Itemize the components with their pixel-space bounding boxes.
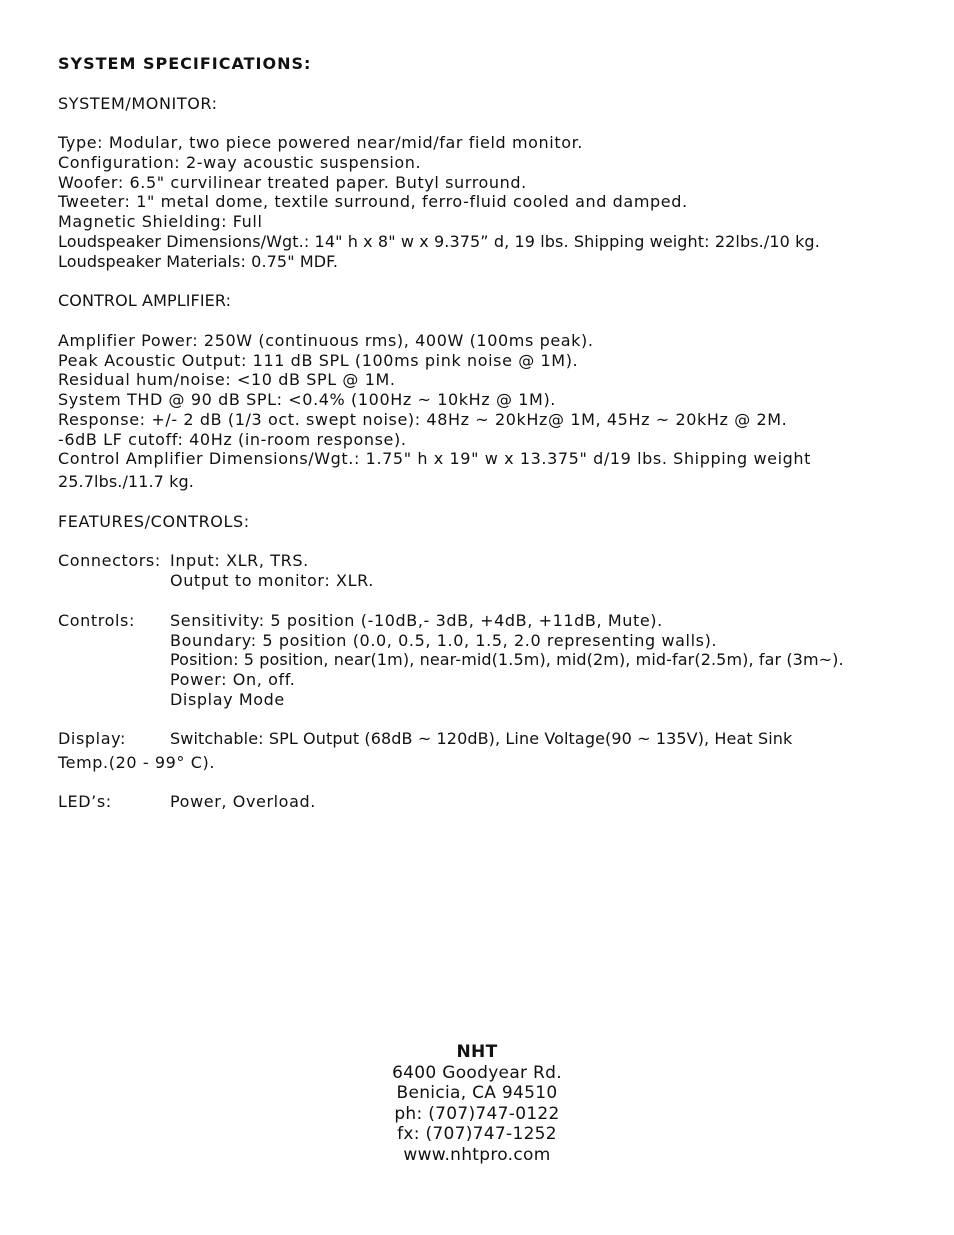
spec-woofer: Woofer: 6.5" curvilinear treated paper. Butyl surround. (58, 173, 527, 192)
company-address-block (0, 1042, 954, 1166)
connector-output: Output to monitor: XLR. (170, 571, 374, 590)
spec-magnetic-shielding: Magnetic Shielding: Full (58, 212, 263, 231)
spec-residual-hum: Residual hum/noise: <10 dB SPL @ 1M. (58, 370, 396, 389)
address-city: Benicia, CA 94510 (396, 1083, 558, 1104)
leds-value: Power, Overload. (170, 792, 316, 811)
display-switchable: Switchable: SPL Output (68dB ~ 120dB), Line Voltage(90 ~ 135V), Heat Sink (170, 729, 793, 748)
section-title-system-monitor: SYSTEM/MONITOR: (58, 94, 218, 113)
website-link[interactable]: www.nhtpro.com (403, 1144, 551, 1165)
company-name: NHT (456, 1042, 498, 1062)
spec-loudspeaker-materials: Loudspeaker Materials: 0.75" MDF. (58, 252, 339, 271)
control-sensitivity: Sensitivity: 5 position (-10dB,- 3dB, +4dB, +11dB, Mute). (170, 611, 663, 630)
spec-loudspeaker-dimensions: Loudspeaker Dimensions/Wgt.: 14" h x 8" w x 9.375” d, 19 lbs. Shipping weight: 22lbs./10 kg. (58, 232, 820, 251)
control-display-mode: Display Mode (170, 690, 285, 709)
address-street: 6400 Goodyear Rd. (392, 1062, 562, 1083)
control-position: Position: 5 position, near(1m), near-mid(1.5m), mid(2m), mid-far(2.5m), far (3m~). (170, 650, 844, 669)
spec-system-thd: System THD @ 90 dB SPL: <0.4% (100Hz ~ 10kHz @ 1M). (58, 390, 556, 409)
control-boundary: Boundary: 5 position (0.0, 0.5, 1.0, 1.5, 2.0 representing walls). (170, 631, 718, 650)
spec-control-amp-dimensions: Control Amplifier Dimensions/Wgt.: 1.75" h x 19" w x 13.375" d/19 lbs. Shipping weight (58, 449, 812, 468)
spec-configuration: Configuration: 2-way acoustic suspension. (58, 153, 422, 172)
control-power: Power: On, off. (170, 670, 296, 689)
spec-response: Response: +/- 2 dB (1/3 oct. swept noise): 48Hz ~ 20kHz@ 1M, 45Hz ~ 20kHz @ 2M. (58, 410, 788, 429)
spec-peak-acoustic-output: Peak Acoustic Output: 111 dB SPL (100ms pink noise @ 1M). (58, 351, 579, 370)
fax-number: fx: (707)747-1252 (397, 1124, 557, 1145)
spec-control-amp-shipping: 25.7lbs./11.7 kg. (58, 472, 194, 491)
spec-type: Type: Modular, two piece powered near/mid/far field monitor. (58, 133, 583, 152)
connectors-label: Connectors: (58, 551, 161, 570)
spec-tweeter: Tweeter: 1" metal dome, textile surround, ferro-fluid cooled and damped. (58, 192, 688, 211)
page-heading: SYSTEM SPECIFICATIONS: (58, 54, 312, 73)
phone-number: ph: (707)747-0122 (394, 1103, 560, 1124)
spec-lf-cutoff: -6dB LF cutoff: 40Hz (in-room response). (58, 430, 407, 449)
connector-input: Input: XLR, TRS. (170, 551, 309, 570)
controls-label: Controls: (58, 611, 135, 630)
section-title-control-amplifier: CONTROL AMPLIFIER: (58, 291, 232, 310)
section-title-features: FEATURES/CONTROLS: (58, 512, 250, 531)
display-label: Display: (58, 729, 127, 748)
leds-label: LED’s: (58, 792, 112, 811)
display-temp: Temp.(20 - 99° C). (58, 753, 216, 772)
spec-amplifier-power: Amplifier Power: 250W (continuous rms), 400W (100ms peak). (58, 331, 594, 350)
